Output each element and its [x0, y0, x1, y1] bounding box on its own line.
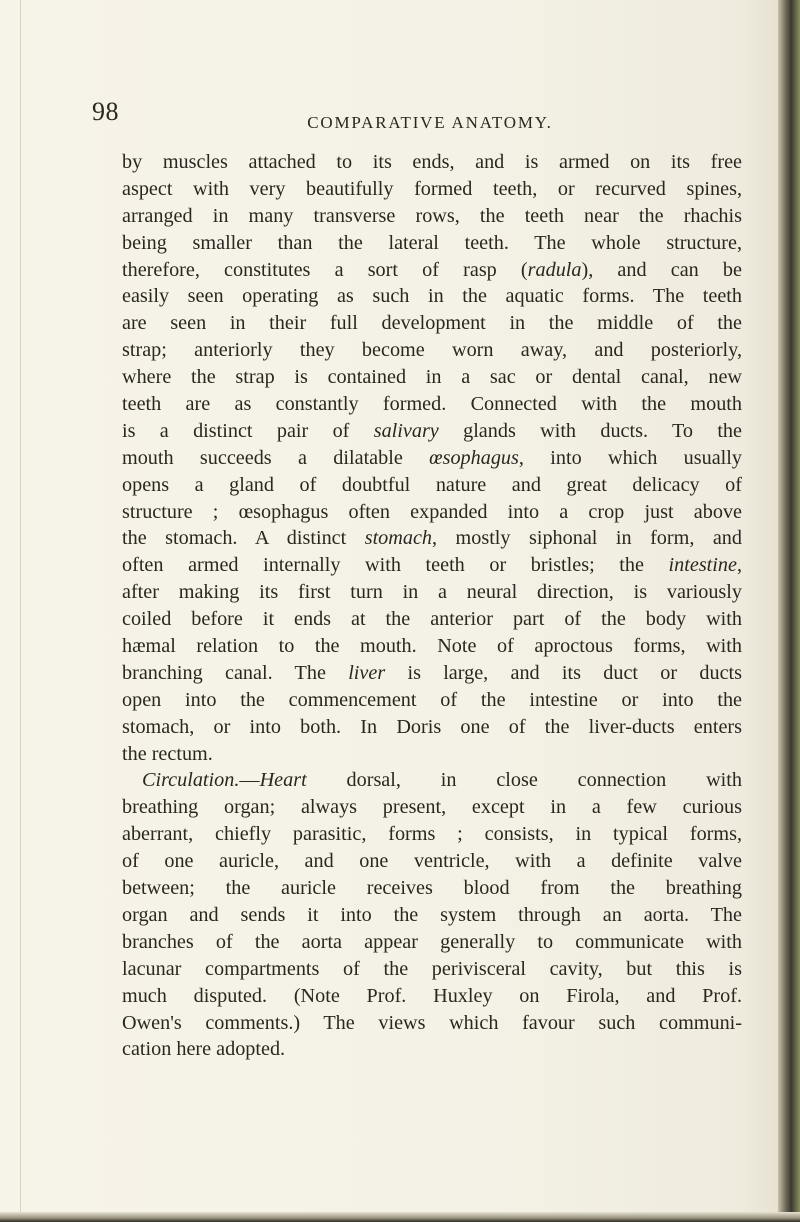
text-run: much disputed. (Note Prof. Huxley on Firola, and Prof.: [122, 984, 742, 1007]
text-line: [122, 660, 742, 687]
book-binding-edge: [778, 0, 800, 1222]
text-line: [122, 714, 742, 741]
text-run: easily seen operating as such in the aquatic forms. The teeth: [122, 285, 742, 308]
text-line: [122, 606, 742, 633]
text-run: ,: [736, 554, 742, 577]
text-run: cation here adopted.: [122, 1038, 286, 1061]
text-run: strap; anteriorly they become worn away, and posteriorly,: [122, 339, 742, 362]
text-run: are seen in their full development in the middle of the: [122, 312, 742, 335]
text-run: the rectum.: [122, 742, 213, 765]
text-run: open into the commencement of the intestine or into the: [122, 688, 742, 711]
text-run: teeth are as constantly formed. Connected with the mouth: [122, 393, 742, 416]
italic-term: Heart: [259, 769, 307, 792]
text-line: [122, 176, 742, 203]
text-line: [122, 983, 742, 1010]
text-run: after making its first turn in a neural direction, is variously: [122, 581, 742, 604]
text-run: lacunar compartments of the perivisceral cavity, but this is: [122, 957, 742, 980]
text-run: organ and sends it into the system through an aorta. The: [122, 903, 742, 926]
text-line: [122, 445, 742, 472]
text-run: the stomach. A distinct: [122, 527, 365, 550]
page-edge-shadow: [20, 0, 21, 1222]
body-text: [122, 149, 742, 1063]
italic-term: liver: [348, 661, 386, 684]
text-line: [122, 230, 742, 257]
text-run: branching canal. The: [122, 661, 349, 684]
text-run: is a distinct pair of: [122, 419, 374, 442]
page-number: 98: [92, 97, 119, 126]
text-run: aberrant, chiefly parasitic, forms ; consists, in typical forms,: [122, 823, 742, 846]
text-run: stomach, or into both. In Doris one of the liver-ducts enters: [122, 715, 742, 738]
text-run: mouth succeeds a dilatable: [122, 446, 430, 469]
text-run: aspect with very beautifully formed teeth, or recurved spines,: [122, 177, 742, 200]
text-run: glands with ducts. To the: [438, 419, 742, 442]
text-run: Owen's comments.) The views which favour such communi-: [122, 1011, 742, 1034]
text-line: [122, 821, 742, 848]
text-line: [122, 525, 742, 552]
text-line: [122, 391, 742, 418]
text-run: ), and can be: [581, 258, 742, 281]
text-run: branches of the aorta appear generally to communicate with: [122, 930, 742, 953]
running-head: COMPARATIVE ANATOMY.: [307, 113, 553, 132]
text-run: coiled before it ends at the anterior part of the body with: [122, 608, 742, 631]
text-run: , mostly siphonal in form, and: [432, 527, 742, 550]
page-bottom-edge: [0, 1212, 800, 1222]
text-line: [122, 364, 742, 391]
text-run: often armed internally with teeth or bristles; the: [122, 554, 669, 577]
italic-term: salivary: [373, 419, 439, 442]
text-run: —: [239, 769, 260, 792]
text-line: [122, 633, 742, 660]
text-line: [122, 257, 742, 284]
text-line: [122, 149, 742, 176]
text-run: by muscles attached to its ends, and is armed on its free: [122, 151, 742, 173]
text-run: , into which usually: [518, 446, 742, 469]
text-line: [122, 741, 742, 768]
text-run: hæmal relation to the mouth. Note of aproctous forms, with: [122, 635, 742, 658]
italic-term: œsophagus: [429, 446, 519, 469]
text-run: between; the auricle receives blood from the breathing: [122, 877, 742, 900]
text-run: where the strap is contained in a sac or dental canal, new: [122, 366, 742, 389]
text-run: therefore, constitutes a sort of rasp (: [122, 258, 528, 281]
italic-term: intestine: [668, 554, 737, 577]
text-line: [122, 848, 742, 875]
text-line: [122, 794, 742, 821]
text-line: [122, 283, 742, 310]
text-run: of one auricle, and one ventricle, with a definite valve: [122, 850, 742, 873]
text-line: [122, 767, 742, 794]
text-line: [122, 875, 742, 902]
italic-term: Circulation.: [142, 769, 240, 792]
text-line: [122, 310, 742, 337]
italic-term: radula: [527, 258, 582, 281]
text-line: [122, 579, 742, 606]
text-run: dorsal, in close connection with: [306, 769, 742, 792]
text-run: being smaller than the lateral teeth. The whole structure,: [122, 231, 742, 254]
text-line: [122, 418, 742, 445]
text-line: [122, 552, 742, 579]
text-line: [122, 472, 742, 499]
text-line: [122, 499, 742, 526]
text-line: [122, 956, 742, 983]
text-run: structure ; œsophagus often expanded into a crop just above: [122, 500, 742, 523]
text-line: [122, 1010, 742, 1037]
text-line: [122, 687, 742, 714]
text-run: arranged in many transverse rows, the teeth near the rhachis: [122, 204, 742, 227]
text-run: breathing organ; always present, except in a few curious: [122, 796, 742, 819]
text-run: opens a gland of doubtful nature and great delicacy of: [122, 473, 742, 496]
text-line: [122, 1036, 742, 1063]
text-line: [122, 929, 742, 956]
text-line: [122, 337, 742, 364]
text-line: [122, 902, 742, 929]
text-run: is large, and its duct or ducts: [385, 661, 742, 684]
text-line: [122, 203, 742, 230]
italic-term: stomach: [364, 527, 433, 550]
